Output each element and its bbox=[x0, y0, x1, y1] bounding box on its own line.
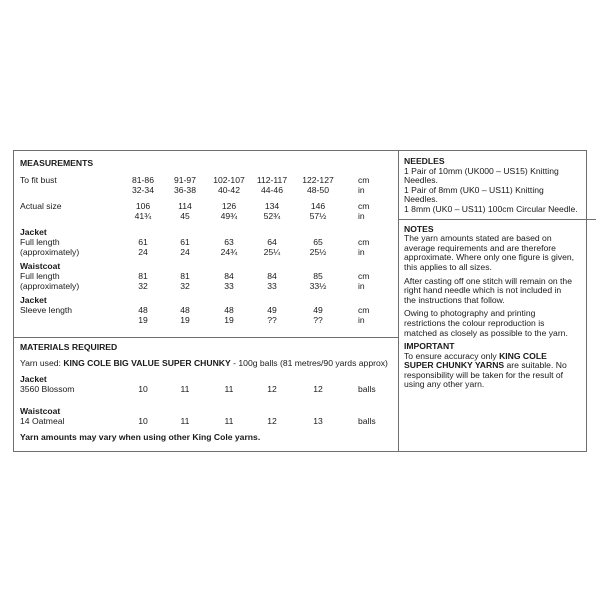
jacket-cm-3: 63 bbox=[224, 237, 234, 247]
waistcoat-cm-5: 85 bbox=[313, 271, 323, 281]
unit-cm: cm bbox=[358, 271, 370, 281]
notes-line: restrictions the colour reproduction is bbox=[404, 317, 545, 328]
jacket-balls-5: 12 bbox=[313, 384, 323, 394]
needles-line: Needles. bbox=[404, 194, 438, 205]
actual-in-5: 57½ bbox=[309, 211, 327, 221]
sleeve-cm-5: 49 bbox=[313, 305, 323, 315]
waistcoat-balls-3: 11 bbox=[224, 416, 234, 426]
bust-cm-1: 81-86 bbox=[132, 175, 154, 185]
waistcoat-cm-3: 84 bbox=[224, 271, 234, 281]
bust-in-5: 48-50 bbox=[307, 185, 329, 195]
actual-cm-3: 126 bbox=[221, 201, 237, 211]
waistcoat-cm-4: 84 bbox=[267, 271, 277, 281]
waistcoat-in-3: 33 bbox=[224, 281, 234, 291]
waistcoat-balls-2: 11 bbox=[180, 416, 190, 426]
bust-in-4: 44-46 bbox=[261, 185, 283, 195]
unit-in: in bbox=[358, 247, 365, 257]
jacket-cm-1: 61 bbox=[138, 237, 148, 247]
yarn-suffix: - 100g balls (81 metres/90 yards approx) bbox=[230, 358, 388, 368]
sleeve-length-label: Sleeve length bbox=[20, 305, 73, 315]
jacket-cm-5: 65 bbox=[313, 237, 323, 247]
actual-in-4: 52¾ bbox=[263, 211, 281, 221]
yarn-name: KING COLE BIG VALUE SUPER CHUNKY bbox=[63, 358, 231, 368]
actual-cm-5: 146 bbox=[310, 201, 326, 211]
bust-label: To fit bust bbox=[20, 175, 57, 185]
bust-in-1: 32-34 bbox=[132, 185, 154, 195]
waistcoat-shade: 14 Oatmeal bbox=[20, 416, 65, 426]
notes-line: this applies to all sizes. bbox=[404, 261, 492, 272]
waistcoat-in-4: 33 bbox=[267, 281, 277, 291]
bust-cm-3: 102-107 bbox=[213, 175, 245, 185]
jacket-heading: Jacket bbox=[20, 227, 47, 237]
jacket-balls-4: 12 bbox=[267, 384, 277, 394]
sleeve-cm-4: 49 bbox=[267, 305, 277, 315]
important-line: using any other yarn. bbox=[404, 379, 485, 390]
sleeve-in-5: ?? bbox=[313, 315, 323, 325]
sleeve-in-3: 19 bbox=[224, 315, 234, 325]
unit-in: in bbox=[358, 281, 365, 291]
sleeve-in-1: 19 bbox=[138, 315, 148, 325]
waistcoat-balls-5: 13 bbox=[313, 416, 323, 426]
important-text: To ensure accuracy only bbox=[404, 350, 500, 361]
jacket-shade: 3560 Blossom bbox=[20, 384, 75, 394]
actual-cm-2: 114 bbox=[178, 201, 192, 211]
notes-line: matched as closely as possible to the yarn. bbox=[404, 327, 568, 338]
notes-line: The yarn amounts stated are based on bbox=[404, 233, 552, 244]
actual-in-2: 45 bbox=[180, 211, 190, 221]
waistcoat-in-2: 32 bbox=[180, 281, 190, 291]
needles-heading: NEEDLES bbox=[404, 156, 445, 166]
jacket-in-4: 25¼ bbox=[263, 247, 281, 257]
actual-in-3: 49¾ bbox=[220, 211, 238, 221]
unit-in: in bbox=[358, 315, 365, 325]
waistcoat-cm-2: 81 bbox=[180, 271, 190, 281]
bust-in-3: 40-42 bbox=[218, 185, 240, 195]
materials-waistcoat-heading: Waistcoat bbox=[20, 406, 61, 416]
needles-line: Needles. bbox=[404, 175, 438, 186]
column-divider bbox=[398, 151, 399, 451]
waistcoat-heading: Waistcoat bbox=[20, 261, 61, 271]
bust-cm-4: 112-117 bbox=[256, 175, 288, 185]
materials-heading: MATERIALS REQUIRED bbox=[20, 342, 118, 352]
yarn-used-line bbox=[20, 359, 388, 369]
needles-line: 1 Pair of 8mm (UK0 – US11) Knitting bbox=[404, 184, 544, 195]
jacket-in-1: 24 bbox=[138, 247, 148, 257]
materials-jacket-heading: Jacket bbox=[20, 374, 47, 384]
notes-line: the instructions that follow. bbox=[404, 294, 505, 305]
notes-line: right hand needle which is not included in bbox=[404, 285, 562, 296]
waistcoat-cm-1: 81 bbox=[138, 271, 148, 281]
jacket-balls-3: 11 bbox=[224, 384, 234, 394]
jacket-balls-1: 10 bbox=[138, 384, 148, 394]
needles-line: 1 8mm (UK0 – US11) 100cm Circular Needle. bbox=[404, 203, 578, 214]
notes-line: average requirements and are therefore bbox=[404, 242, 556, 253]
important-brand: SUPER CHUNKY YARNS bbox=[404, 360, 505, 371]
measurements-heading: MEASUREMENTS bbox=[20, 158, 94, 168]
unit-in: in bbox=[358, 211, 365, 221]
waistcoat-balls-4: 12 bbox=[267, 416, 277, 426]
unit-balls: balls bbox=[358, 416, 376, 426]
waistcoat-approx-label: (approximately) bbox=[20, 281, 80, 291]
important-heading: IMPORTANT bbox=[404, 341, 455, 352]
bust-cm-5: 122-127 bbox=[302, 175, 334, 185]
unit-cm: cm bbox=[358, 305, 370, 315]
notes-line: approximate. Where only one figure is given, bbox=[404, 252, 575, 263]
unit-cm: cm bbox=[358, 175, 370, 185]
actual-cm-4: 134 bbox=[264, 201, 280, 211]
notes-heading: NOTES bbox=[404, 223, 434, 234]
sleeve-heading: Jacket bbox=[20, 295, 47, 305]
jacket-balls-2: 11 bbox=[180, 384, 190, 394]
important-text: are suitable. No bbox=[504, 360, 567, 371]
unit-cm: cm bbox=[358, 237, 370, 247]
waistcoat-balls-1: 10 bbox=[138, 416, 148, 426]
jacket-length-label: Full length bbox=[20, 237, 60, 247]
yarn-prefix: Yarn used: bbox=[20, 358, 64, 368]
jacket-approx-label: (approximately) bbox=[20, 247, 80, 257]
waistcoat-length-label: Full length bbox=[20, 271, 60, 281]
waistcoat-in-5: 33½ bbox=[309, 281, 327, 291]
unit-in: in bbox=[358, 185, 365, 195]
actual-in-1: 41¾ bbox=[134, 211, 152, 221]
notes-line: After casting off one stitch will remain on the bbox=[404, 275, 572, 286]
yarn-variance-note: Yarn amounts may vary when using other King Cole yarns. bbox=[20, 432, 261, 442]
sleeve-in-4: ?? bbox=[267, 315, 277, 325]
jacket-cm-2: 61 bbox=[180, 237, 190, 247]
bust-cm-2: 91-97 bbox=[174, 175, 196, 185]
section-divider bbox=[14, 337, 398, 338]
important-brand: KING COLE bbox=[499, 350, 547, 361]
actual-cm-1: 106 bbox=[135, 201, 151, 211]
pattern-info-panel bbox=[13, 150, 587, 452]
right-column bbox=[404, 157, 590, 390]
bust-in-2: 36-38 bbox=[174, 185, 196, 195]
sleeve-cm-2: 48 bbox=[180, 305, 190, 315]
sleeve-cm-3: 48 bbox=[224, 305, 234, 315]
jacket-cm-4: 64 bbox=[267, 237, 277, 247]
sleeve-cm-1: 48 bbox=[138, 305, 148, 315]
important-line: responsibility will be taken for the result of bbox=[404, 369, 564, 380]
unit-cm: cm bbox=[358, 201, 370, 211]
unit-balls: balls bbox=[358, 384, 376, 394]
sleeve-in-2: 19 bbox=[180, 315, 190, 325]
jacket-in-5: 25½ bbox=[309, 247, 327, 257]
jacket-in-3: 24¾ bbox=[220, 247, 238, 257]
waistcoat-in-1: 32 bbox=[138, 281, 148, 291]
jacket-in-2: 24 bbox=[180, 247, 190, 257]
actual-label: Actual size bbox=[20, 201, 62, 211]
notes-line: Owing to photography and printing bbox=[404, 308, 536, 319]
needles-line: 1 Pair of 10mm (UK000 – US15) Knitting bbox=[404, 165, 559, 176]
needles-divider bbox=[398, 219, 596, 220]
